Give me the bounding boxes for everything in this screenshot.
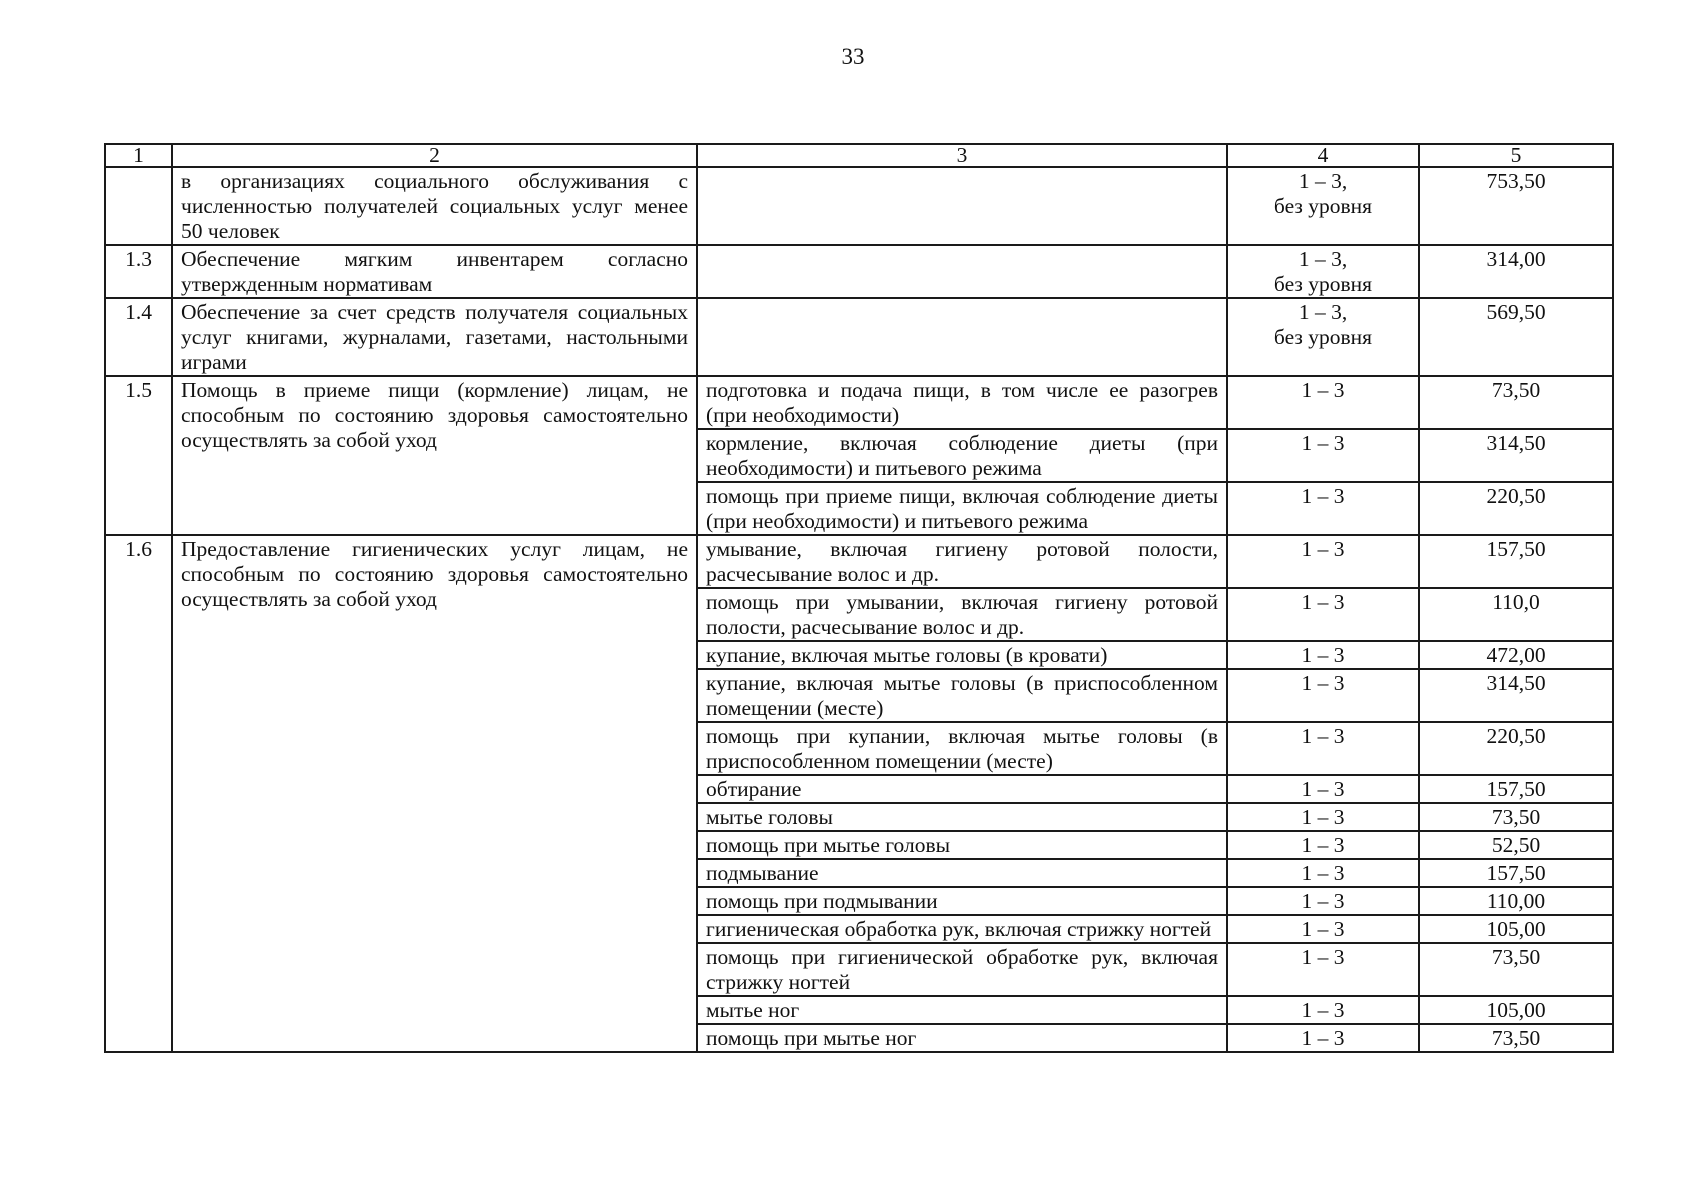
level-value: 1 – 3 xyxy=(1227,722,1419,775)
service-detail: мытье ног xyxy=(697,996,1227,1024)
level-value: 1 – 3 xyxy=(1227,482,1419,535)
price-value: 73,50 xyxy=(1419,376,1613,429)
service-name: Обеспечение мягким инвентарем согласно утвержденным нормативам xyxy=(172,245,697,298)
price-value: 157,50 xyxy=(1419,535,1613,588)
level-value: 1 – 3 xyxy=(1227,943,1419,996)
table-row xyxy=(105,245,1613,298)
price-value: 73,50 xyxy=(1419,943,1613,996)
level-value: 1 – 3, xyxy=(1298,300,1348,324)
level-value: 1 – 3 xyxy=(1227,535,1419,588)
row-number xyxy=(105,167,172,245)
price-value: 220,50 xyxy=(1419,722,1613,775)
header-col-2: 2 xyxy=(172,144,697,167)
service-detail: кормление, включая соблюдение диеты (при необходимости) и питьевого режима xyxy=(697,429,1227,482)
price-value: 73,50 xyxy=(1419,1024,1613,1052)
price-value: 110,00 xyxy=(1419,887,1613,915)
service-name: в организациях социального обслуживания с численностью получателей социальных услуг менее 50 человек xyxy=(172,167,697,245)
service-detail: помощь при гигиенической обработке рук, включая стрижку ногтей xyxy=(697,943,1227,996)
service-detail: помощь при мытье головы xyxy=(697,831,1227,859)
level-cell xyxy=(1227,245,1419,298)
service-name: Предоставление гигиенических услуг лицам, не способным по состоянию здоровья самостоятельно осуществлять за собой уход xyxy=(172,535,697,1052)
services-tariff-table xyxy=(104,143,1614,1053)
level-value: 1 – 3 xyxy=(1227,429,1419,482)
price-value: 314,50 xyxy=(1419,429,1613,482)
row-number: 1.3 xyxy=(105,245,172,298)
level-note: без уровня xyxy=(1273,325,1373,349)
level-value: 1 – 3 xyxy=(1227,376,1419,429)
service-detail: купание, включая мытье головы (в приспособленном помещении (месте) xyxy=(697,669,1227,722)
page-number: 33 xyxy=(841,44,865,69)
service-detail: подмывание xyxy=(697,859,1227,887)
price-value: 105,00 xyxy=(1419,915,1613,943)
level-value: 1 – 3 xyxy=(1227,996,1419,1024)
level-note: без уровня xyxy=(1273,194,1373,218)
price-value: 753,50 xyxy=(1419,167,1613,245)
level-value: 1 – 3 xyxy=(1227,859,1419,887)
price-value: 157,50 xyxy=(1419,775,1613,803)
price-value: 314,00 xyxy=(1419,245,1613,298)
level-value: 1 – 3, xyxy=(1298,247,1348,271)
row-number: 1.6 xyxy=(105,535,172,1052)
service-detail: помощь при купании, включая мытье головы (в приспособленном помещении (месте) xyxy=(697,722,1227,775)
service-detail: помощь при мытье ног xyxy=(697,1024,1227,1052)
level-value: 1 – 3 xyxy=(1227,1024,1419,1052)
service-detail: помощь при умывании, включая гигиену ротовой полости, расчесывание волос и др. xyxy=(697,588,1227,641)
level-value: 1 – 3 xyxy=(1227,669,1419,722)
level-value: 1 – 3, xyxy=(1298,169,1348,193)
level-value: 1 – 3 xyxy=(1227,915,1419,943)
service-detail: подготовка и подача пищи, в том числе ее разогрев (при необходимости) xyxy=(697,376,1227,429)
price-value: 472,00 xyxy=(1419,641,1613,669)
level-value: 1 – 3 xyxy=(1227,887,1419,915)
column-number-header-row xyxy=(105,144,1613,167)
price-value: 105,00 xyxy=(1419,996,1613,1024)
price-value: 220,50 xyxy=(1419,482,1613,535)
service-detail: умывание, включая гигиену ротовой полости, расчесывание волос и др. xyxy=(697,535,1227,588)
header-col-4: 4 xyxy=(1227,144,1419,167)
service-detail: помощь при подмывании xyxy=(697,887,1227,915)
service-detail: гигиеническая обработка рук, включая стрижку ногтей xyxy=(697,915,1227,943)
price-value: 110,0 xyxy=(1419,588,1613,641)
level-value: 1 – 3 xyxy=(1227,775,1419,803)
price-value: 314,50 xyxy=(1419,669,1613,722)
service-detail xyxy=(697,298,1227,376)
level-value: 1 – 3 xyxy=(1227,641,1419,669)
table-row xyxy=(105,167,1613,245)
header-col-1: 1 xyxy=(105,144,172,167)
service-detail: мытье головы xyxy=(697,803,1227,831)
header-col-3: 3 xyxy=(697,144,1227,167)
price-value: 569,50 xyxy=(1419,298,1613,376)
price-value: 157,50 xyxy=(1419,859,1613,887)
level-value: 1 – 3 xyxy=(1227,588,1419,641)
service-detail: помощь при приеме пищи, включая соблюдение диеты (при необходимости) и питьевого режима xyxy=(697,482,1227,535)
table-row xyxy=(105,298,1613,376)
table-row xyxy=(105,376,1613,429)
service-name: Помощь в приеме пищи (кормление) лицам, не способным по состоянию здоровья самостоятельно осуществлять за собой уход xyxy=(172,376,697,535)
service-detail xyxy=(697,167,1227,245)
level-cell xyxy=(1227,167,1419,245)
service-name: Обеспечение за счет средств получателя социальных услуг книгами, журналами, газетами, настольными играми xyxy=(172,298,697,376)
level-note: без уровня xyxy=(1273,272,1373,296)
level-value: 1 – 3 xyxy=(1227,831,1419,859)
service-detail: обтирание xyxy=(697,775,1227,803)
row-number: 1.4 xyxy=(105,298,172,376)
service-detail xyxy=(697,245,1227,298)
price-value: 73,50 xyxy=(1419,803,1613,831)
service-detail: купание, включая мытье головы (в кровати) xyxy=(697,641,1227,669)
table-row xyxy=(105,535,1613,588)
header-col-5: 5 xyxy=(1419,144,1613,167)
row-number: 1.5 xyxy=(105,376,172,535)
level-value: 1 – 3 xyxy=(1227,803,1419,831)
price-value: 52,50 xyxy=(1419,831,1613,859)
level-cell xyxy=(1227,298,1419,376)
